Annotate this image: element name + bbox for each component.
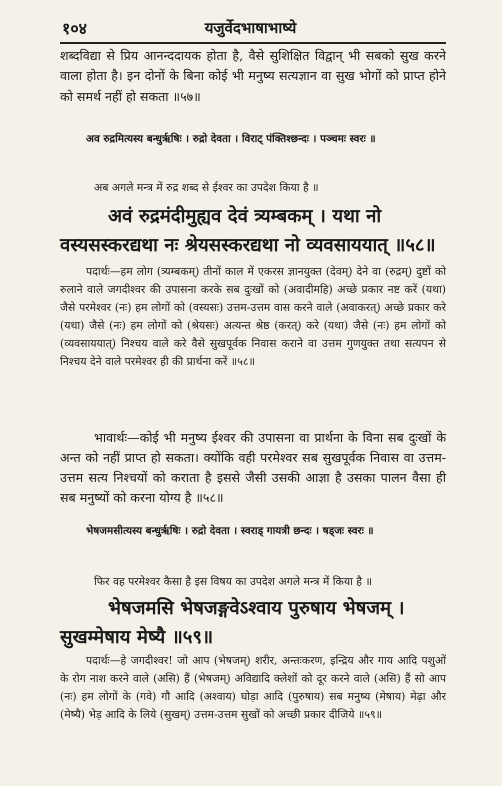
intro-paragraph: शब्दविद्या से प्रिय आनन्ददायक होता है, वैसे सुशिक्षित विद्वान् भी सबको सुख करने वाला होता है। इन दोनों के बिना कोई भी मनुष्य सत्यज्ञान वा सुख भोगों को प्राप्त होने को समर्थ नहीं हो सकता ॥५७॥ (60, 48, 446, 104)
rishi-line-59: भेषजमसीत्यस्य बन्धुर्ऋषिः । रुद्रो देवता । स्वराड् गायत्री छन्दः । षड्जः स्वरः ॥ (86, 525, 374, 537)
header-rule (60, 42, 446, 44)
page-number: १०४ (62, 19, 87, 38)
page-header (62, 14, 444, 42)
mantra-intro-58: अब अगले मन्त्र में रुद्र शब्द से ईश्वर का उपदेश किया है ॥ (94, 181, 319, 194)
mantra-58: अवं रुद्रमंदीमुह्यव देवं त्र्यम्बकम् । यथा नो वस्यसस्करद्यथा नः श्रेयसस्करद्यथा नो व्यवसाययात् ॥५८॥ (60, 206, 436, 256)
running-title: यजुर्वेदभाषाभाष्ये (204, 19, 297, 37)
padartha-59: पदार्थः—हे जगदीश्वर! जो आप (भेषजम्) शरीर, अन्तःकरण, इन्द्रिय और गाय आदि पशुओं के रोग नाश करने वाले (असि) हैं (भेषजम्) अविद्यादि क्लेशों को दूर करने वाले (असि) हैं सो आप (नः) हम लोगों के (गवे) गौ आदि (अश्वाय) घोड़ा आदि (पुरुषाय) सब मनुष्य (मेषाय) मेढ़ा और (मेष्यै) भेड़ आदि के लिये (सुखम्) उत्तम-उत्तम सुखों को अच्छी प्रकार दीजिये ॥५९॥ (60, 654, 446, 721)
padartha-58: पदार्थः—हम लोग (त्र्यम्बकम्) तीनों काल में एकरस ज्ञानयुक्त (देवम्) देने वा (रुद्रम्) दुष्टों को रुलाने वाले जगदीश्वर की उपासना करके सब दुःखों को (अवादीमहि) अच्छे प्रकार नष्ट करें (यथा) जैसे परमेश्वर (नः) हम लोगों को (वस्यसः) उत्तम-उत्तम वास करने वाले (अवाकरत्) अच्छे प्रकार करे (यथा) जैसे (नः) हम लोगों को (श्रेयसः) अत्यन्त श्रेष्ठ (करत्) करे (यथा) जैसे (नः) हम लोगों को (व्यवसाययात्) निश्चय वाले करे वैसे सुखपूर्वक निवास कराने वा उत्तम गुणयुक्त तथा सत्यपन से निश्चय देने वाले परमेश्वर ही की प्रार्थना करें ॥५८॥ (60, 265, 446, 368)
mantra-intro-59: फिर वह परमेश्वर कैसा है इस विषय का उपदेश अगले मन्त्र में किया है ॥ (94, 575, 372, 588)
bhavartha-58: भावार्थः—कोई भी मनुष्य ईश्वर की उपासना वा प्रार्थना के विना सब दुःखों के अन्त को नहीं प्राप्त हो सकता। क्योंकि वही परमेश्वर सब सुखपूर्वक निवास वा उत्तम-उत्तम सत्य निश्चयों को कराता है इससे जैसी उसकी आज्ञा है उसका पालन वैसा ही सब मनुष्यों को करना योग्य है ॥५८॥ (60, 430, 446, 506)
mantra-59: भेषजमसि भेषजङ्गवेऽश्वाय पुरुषाय भेषजम् । सुखम्मेषाय मेष्यै ॥५९॥ (60, 598, 405, 648)
rishi-line-58: अव रुद्रमित्यस्य बन्धुर्ऋषिः । रुद्रो देवता । विराट् पंक्तिश्छन्दः । पञ्चमः स्वरः ॥ (86, 133, 376, 145)
